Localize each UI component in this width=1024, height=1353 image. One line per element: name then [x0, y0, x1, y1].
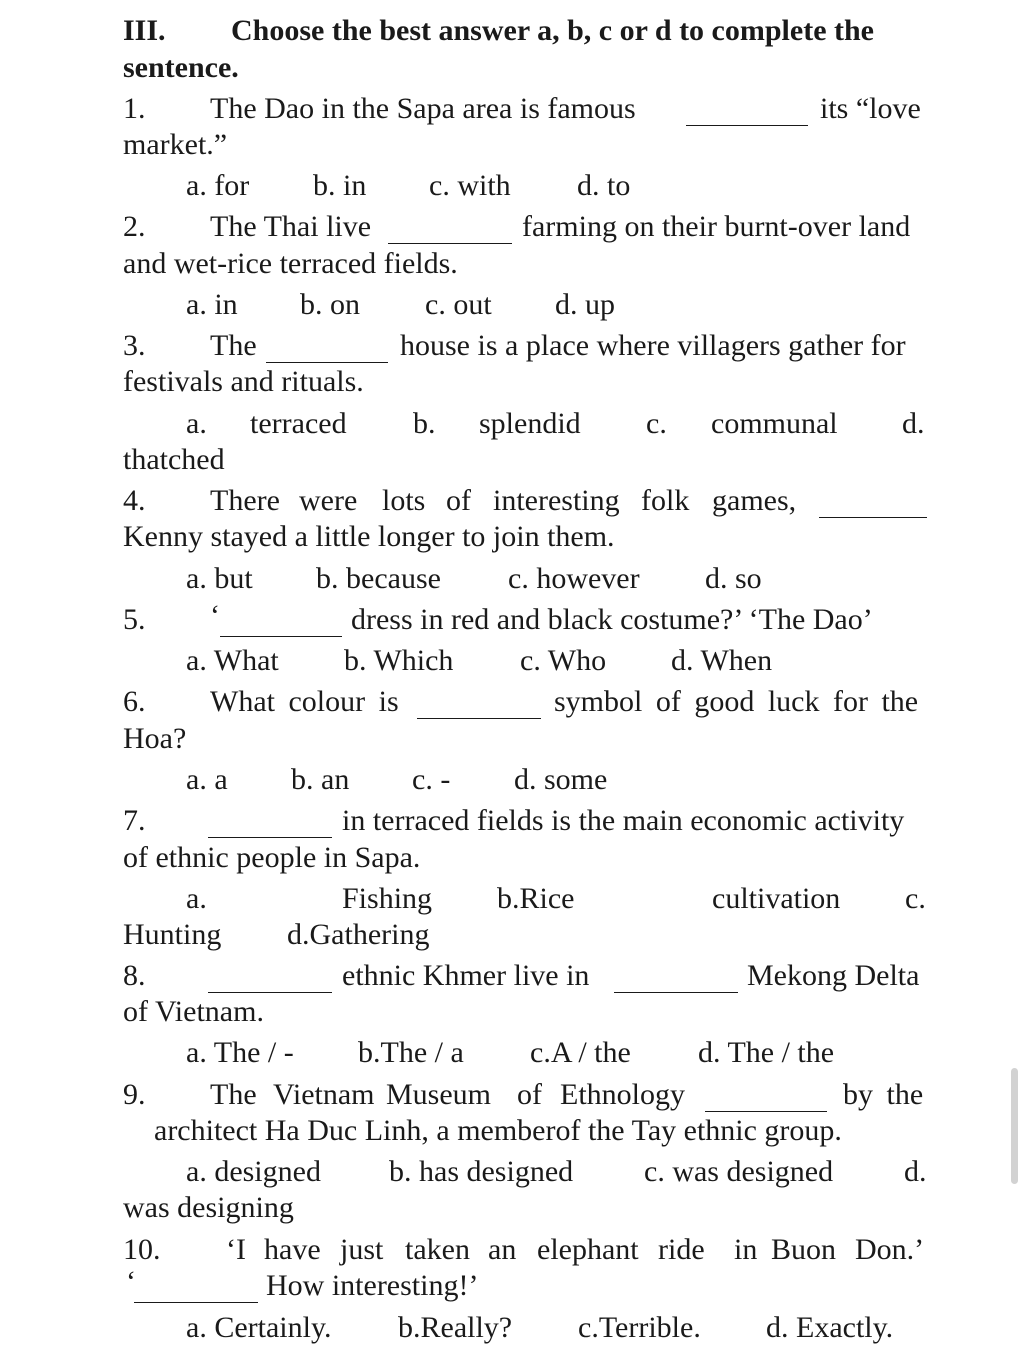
option-c-letter: c. — [905, 882, 926, 915]
question-word: Buon — [771, 1233, 837, 1266]
question-number: 7. — [123, 804, 146, 837]
question-text: The Thai live — [210, 210, 372, 243]
option-d-letter: d. — [904, 1155, 927, 1188]
question-text: by the — [843, 1078, 924, 1111]
question-number: 9. — [123, 1078, 146, 1111]
question-text: house is a place where villagers gather for — [400, 329, 906, 362]
question-text-cont: market.” — [123, 128, 228, 161]
option-d: d. When — [671, 644, 773, 677]
question-word: of — [446, 484, 471, 517]
option-a: a. designed — [186, 1155, 321, 1188]
question-number: 10. — [123, 1233, 161, 1266]
option-c-letter: c. — [646, 407, 667, 440]
option-a: a. Certainly. — [186, 1311, 332, 1344]
option-c-text: communal — [711, 407, 838, 440]
option-b: b. has designed — [389, 1155, 574, 1188]
question-text: The Dao in the Sapa area is famous — [210, 92, 636, 125]
question-word: games, — [712, 484, 797, 517]
option-a: a. but — [186, 562, 253, 595]
question-text-cont: and wet-rice terraced fields. — [123, 247, 458, 280]
option-b: b. on — [300, 288, 360, 321]
question-text: its “love — [820, 92, 921, 125]
question-word: interesting — [493, 484, 620, 517]
answer-blank — [266, 338, 388, 363]
question-number: 4. — [123, 484, 146, 517]
answer-blank — [388, 219, 512, 244]
answer-blank — [134, 1278, 258, 1303]
option-a: a. in — [186, 288, 238, 321]
question-word: ride — [658, 1233, 705, 1266]
question-text: in terraced fields is the main economic activity — [342, 804, 905, 837]
option-c: c. with — [429, 169, 511, 202]
section-instruction: Choose the best answer a, b, c or d to complete the — [231, 14, 874, 47]
question-word: have — [264, 1233, 321, 1266]
question-text-cont: of Vietnam. — [123, 995, 264, 1028]
question-text: Mekong Delta — [747, 959, 920, 992]
question-word: just — [340, 1233, 384, 1266]
option-a: a. for — [186, 169, 250, 202]
option-b-text: splendid — [479, 407, 581, 440]
option-a-text: Fishing — [342, 882, 433, 915]
section-numeral: III. — [123, 14, 166, 47]
question-number: 6. — [123, 685, 146, 718]
question-text: What colour is — [210, 685, 399, 718]
scrollbar-thumb[interactable] — [1011, 1068, 1018, 1184]
option-c-text: Hunting — [123, 918, 222, 951]
option-c: c. however — [508, 562, 640, 595]
option-b: b.The / a — [358, 1036, 464, 1069]
question-word: elephant — [537, 1233, 639, 1266]
question-word: ‘I — [226, 1233, 246, 1266]
question-word: Vietnam — [273, 1078, 375, 1111]
option-b: b. an — [291, 763, 350, 796]
question-text: dress in red and black costume?’ ‘The Dao’ — [351, 603, 873, 636]
option-c: c. Who — [520, 644, 607, 677]
option-c: c.A / the — [530, 1036, 631, 1069]
question-number: 1. — [123, 92, 146, 125]
option-d: d. some — [514, 763, 608, 796]
open-quote: ‘ — [210, 599, 220, 632]
question-word: taken — [405, 1233, 470, 1266]
question-word: folk — [641, 484, 690, 517]
answer-blank — [417, 694, 541, 719]
answer-blank — [208, 968, 332, 993]
answer-blank — [686, 101, 808, 126]
question-number: 3. — [123, 329, 146, 362]
option-a: a. What — [186, 644, 279, 677]
option-d: d. The / the — [698, 1036, 835, 1069]
option-d: d.Gathering — [287, 918, 430, 951]
section-instruction-cont: sentence. — [123, 51, 239, 84]
option-b-text-cont: cultivation — [712, 882, 841, 915]
question-word: Don.’ — [855, 1233, 925, 1266]
question-text-cont: architect Ha Duc Linh, a memberof the Tay ethnic group. — [154, 1114, 842, 1147]
question-word: Museum — [386, 1078, 491, 1111]
option-d: d. Exactly. — [766, 1311, 894, 1344]
option-a-letter: a. — [186, 882, 207, 915]
option-b-text: b.Rice — [497, 882, 575, 915]
question-word: an — [488, 1233, 517, 1266]
question-text-cont: Kenny stayed a little longer to join them. — [123, 520, 615, 553]
question-word: of — [517, 1078, 542, 1111]
answer-blank — [208, 813, 332, 838]
answer-blank — [220, 612, 342, 637]
option-d-text: thatched — [123, 443, 225, 476]
question-text-cont: of ethnic people in Sapa. — [123, 841, 421, 874]
question-text-cont: festivals and rituals. — [123, 365, 364, 398]
option-d: d. up — [555, 288, 615, 321]
question-word: were — [299, 484, 358, 517]
option-d: d. so — [705, 562, 762, 595]
question-number: 5. — [123, 603, 146, 636]
option-a: a. The / - — [186, 1036, 294, 1069]
question-word: The — [210, 1078, 257, 1111]
option-b: b.Really? — [398, 1311, 513, 1344]
option-c: c. was designed — [644, 1155, 834, 1188]
question-word: lots — [382, 484, 426, 517]
option-a-text: terraced — [250, 407, 347, 440]
option-b: b. Which — [344, 644, 454, 677]
option-b: b. in — [313, 169, 367, 202]
option-c: c. - — [412, 763, 451, 796]
answer-blank — [614, 968, 738, 993]
question-word: There — [210, 484, 280, 517]
option-d-text: was designing — [123, 1191, 294, 1224]
question-number: 2. — [123, 210, 146, 243]
option-d-letter: d. — [902, 407, 925, 440]
question-text: symbol of good luck for the — [554, 685, 919, 718]
question-text: How interesting!’ — [266, 1269, 479, 1302]
question-text: farming on their burnt-over land — [522, 210, 911, 243]
option-c: c.Terrible. — [578, 1311, 701, 1344]
question-word: in — [734, 1233, 758, 1266]
answer-blank — [819, 493, 927, 518]
option-b-letter: b. — [413, 407, 436, 440]
option-a-letter: a. — [186, 407, 207, 440]
option-b: b. because — [316, 562, 441, 595]
question-text-cont: Hoa? — [123, 722, 187, 755]
option-a: a. a — [186, 763, 228, 796]
option-c: c. out — [425, 288, 492, 321]
question-text: ethnic Khmer live in — [342, 959, 590, 992]
question-text: The — [210, 329, 257, 362]
answer-blank — [705, 1087, 827, 1112]
option-d: d. to — [577, 169, 631, 202]
question-word: Ethnology — [560, 1078, 685, 1111]
open-quote: ‘ — [126, 1265, 136, 1298]
question-number: 8. — [123, 959, 146, 992]
